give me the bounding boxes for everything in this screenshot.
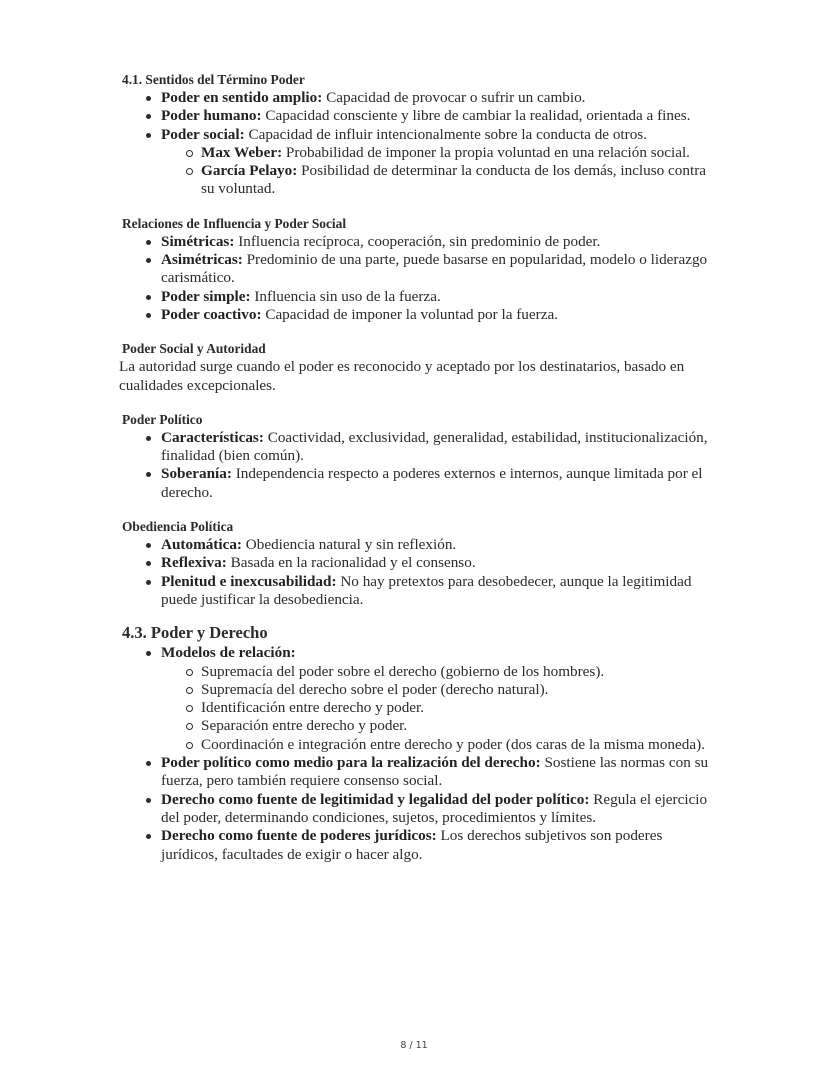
item-term: Soberanía:	[161, 465, 232, 483]
bullet-list	[122, 429, 712, 502]
item-term: Asimétricas:	[161, 251, 243, 269]
list-item	[122, 107, 712, 125]
item-term: Poder humano:	[161, 107, 262, 125]
list-item	[122, 754, 712, 791]
item-text: Independencia respecto a poderes externos e internos, aunque limitada por el derecho.	[161, 465, 703, 501]
item-text: Capacidad de influir intencionalmente sobre la conducta de otros.	[244, 125, 647, 143]
page-number: 8 / 11	[400, 1040, 428, 1051]
sub-bullet-list	[161, 663, 712, 754]
list-item	[122, 465, 712, 502]
list-item	[122, 288, 712, 306]
item-text: Supremacía del derecho sobre el poder (derecho natural).	[201, 680, 549, 698]
item-text: Capacidad consciente y libre de cambiar la realidad, orientada a fines.	[261, 107, 691, 125]
list-item	[122, 791, 712, 828]
bullet-list	[122, 644, 712, 864]
bullet-list	[122, 536, 712, 609]
section-heading: Poder Político	[122, 411, 203, 427]
item-term: Derecho como fuente de legitimidad y legalidad del poder político:	[161, 790, 590, 808]
item-text: Regula el ejercicio del poder, determinando condiciones, sujetos, procedimientos y límites.	[161, 790, 708, 826]
item-term: Reflexiva:	[161, 554, 227, 572]
section-heading: Relaciones de Influencia y Poder Social	[122, 215, 347, 231]
item-term: Plenitud e inexcusabilidad:	[161, 572, 337, 590]
item-text: Predominio de una parte, puede basarse en popularidad, modelo o liderazgo carismático.	[161, 251, 708, 287]
list-item	[122, 126, 712, 199]
item-text: Capacidad de imponer la voluntad por la fuerza.	[261, 305, 558, 323]
section-heading: Poder Social y Autoridad	[122, 341, 266, 357]
spacer	[122, 199, 712, 215]
item-term: Poder social:	[161, 125, 245, 143]
item-term: Automática:	[161, 536, 242, 554]
list-item	[122, 89, 712, 107]
list-item	[122, 536, 712, 554]
item-term: Poder en sentido amplio:	[161, 89, 323, 106]
item-text: Identificación entre derecho y poder.	[201, 699, 425, 717]
list-item	[122, 233, 712, 251]
spacer	[122, 609, 712, 622]
item-text: Posibilidad de determinar la conducta de los demás, incluso contra su voluntad.	[201, 162, 706, 198]
item-text: Sostiene las normas con su fuerza, pero también requiere consenso social.	[161, 754, 709, 790]
item-text: No hay pretextos para desobedecer, aunque la legitimidad puede justificar la desobediencia.	[161, 572, 692, 608]
list-item	[122, 429, 712, 466]
sub-list-item	[161, 736, 712, 754]
item-term: Max Weber:	[201, 143, 283, 161]
section-heading: 4.1. Sentidos del Término Poder	[122, 72, 305, 87]
item-term: Poder político como medio para la realización del derecho:	[161, 754, 541, 772]
item-term: Simétricas:	[161, 232, 235, 250]
item-term: García Pelayo:	[201, 162, 298, 180]
spacer	[122, 395, 712, 411]
item-term: Modelos de relación:	[161, 644, 296, 662]
sub-list-item	[161, 717, 712, 735]
sub-list-item	[161, 699, 712, 717]
item-text: Coactividad, exclusividad, generalidad, estabilidad, institucionalización, finalidad (bien común).	[161, 428, 708, 465]
list-item	[122, 554, 712, 572]
item-term: Características:	[161, 428, 264, 446]
item-text: Basada en la racionalidad y el consenso.	[226, 554, 476, 572]
item-text: Probabilidad de imponer la propia voluntad en una relación social.	[282, 143, 690, 161]
item-text: Supremacía del poder sobre el derecho (gobierno de los hombres).	[201, 662, 605, 680]
spacer	[122, 324, 712, 340]
item-term: Poder simple:	[161, 287, 251, 305]
item-text: Influencia recíproca, cooperación, sin predominio de poder.	[234, 232, 601, 250]
item-term: Derecho como fuente de poderes jurídicos:	[161, 827, 437, 845]
bullet-list	[122, 233, 712, 324]
paragraph: La autoridad surge cuando el poder es reconocido y aceptado por los destinatarios, basado en cualidades excepcionales.	[119, 358, 685, 394]
section-heading: Obediencia Política	[122, 519, 234, 535]
item-text: Coordinación e integración entre derecho y poder (dos caras de la misma moneda).	[201, 735, 705, 753]
sub-bullet-list	[161, 144, 712, 199]
item-term: Poder coactivo:	[161, 305, 262, 323]
bullet-list	[122, 89, 712, 199]
list-item	[122, 306, 712, 324]
item-text: Influencia sin uso de la fuerza.	[250, 287, 441, 305]
list-item	[122, 827, 712, 864]
list-item	[122, 644, 712, 754]
sub-list-item	[161, 162, 712, 199]
list-item	[122, 251, 712, 288]
item-text: Obediencia natural y sin reflexión.	[241, 536, 457, 554]
sub-list-item	[161, 681, 712, 699]
item-text: Los derechos subjetivos son poderes jurídicos, facultades de exigir o hacer algo.	[161, 827, 663, 863]
list-item	[122, 573, 712, 610]
sub-list-item	[161, 663, 712, 681]
sub-list-item	[161, 144, 712, 162]
page-content	[119, 71, 712, 864]
item-text: Capacidad de provocar o sufrir un cambio.	[322, 89, 586, 106]
spacer	[122, 502, 712, 518]
section-heading: 4.3. Poder y Derecho	[122, 623, 268, 643]
item-text: Separación entre derecho y poder.	[201, 717, 408, 735]
